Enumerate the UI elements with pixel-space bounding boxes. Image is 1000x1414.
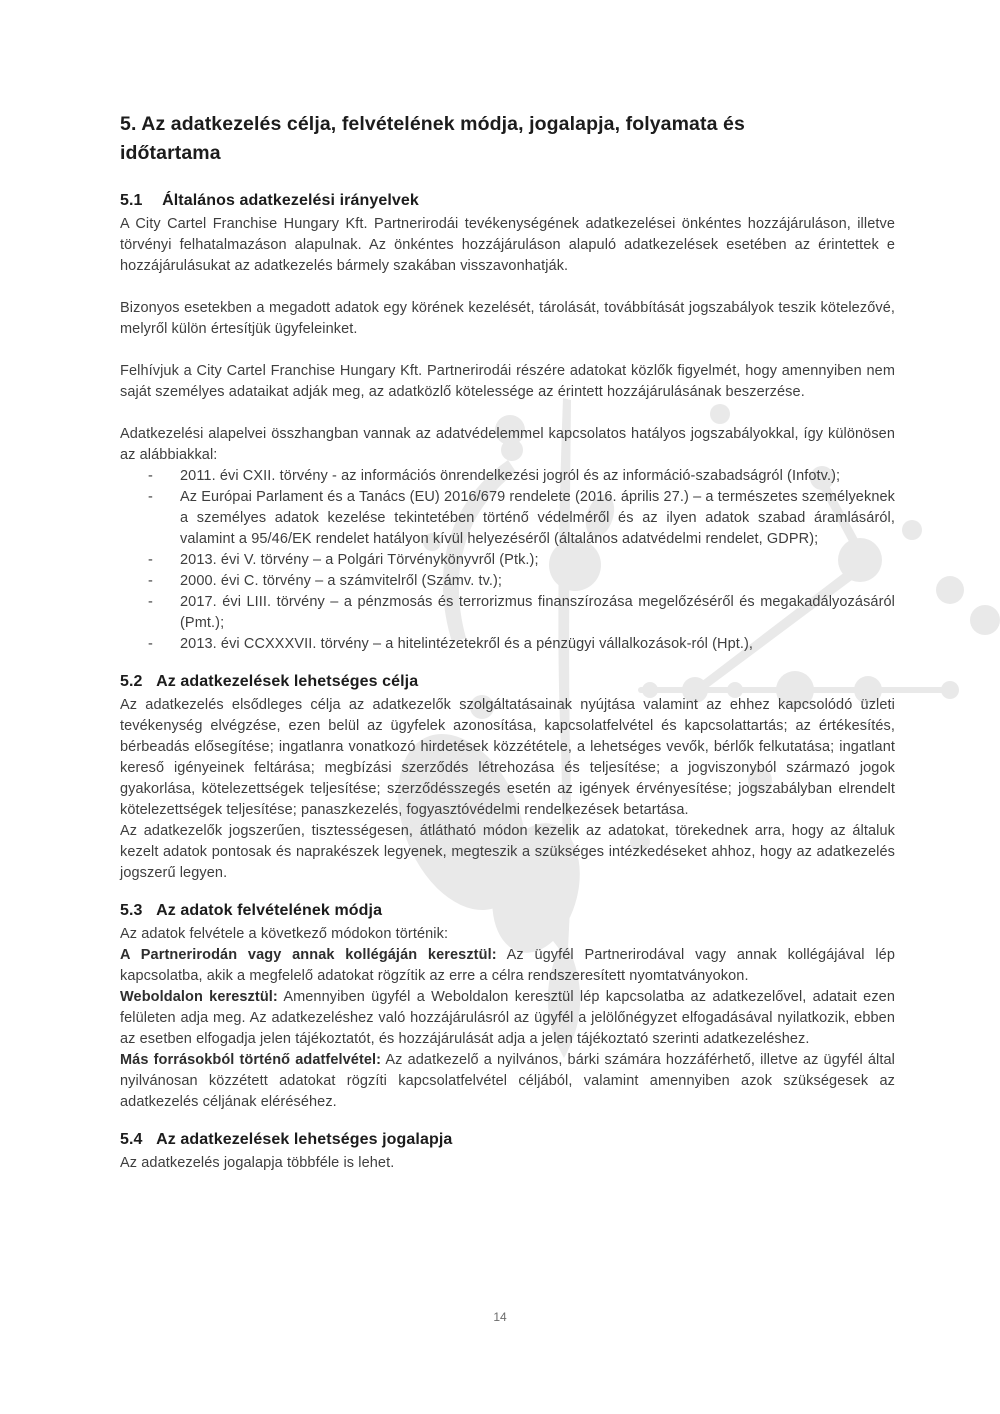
- bullet-dash: -: [148, 489, 153, 505]
- law-text: 2011. évi CXII. törvény - az információs önrendelkezési jogról és az információ-szabadságról (Infotv.);: [180, 468, 841, 484]
- law-text: 2000. évi C. törvény – a számvitelről (Számv. tv.);: [180, 573, 503, 589]
- bullet-dash: -: [148, 636, 153, 652]
- law-list-item: [148, 550, 895, 571]
- paragraph: A City Cartel Franchise Hungary Kft. Partnerirodái tevékenységének adatkezelései önkéntes hozzájáruláson, illetve törvényi felhatalmazáson alapulnak. Az önkéntes hozzájáruláson alapuló adatkezelések esetében az érintettek e hozzájárulásukat az adatkezelés bármely szakában visszavonhatják.: [120, 216, 895, 274]
- section-heading-text: Az adatkezelések lehetséges jogalapja: [156, 1131, 453, 1148]
- bullet-dash: -: [148, 594, 153, 610]
- section-number: 5.4: [120, 1131, 143, 1148]
- section-number: 5.3: [120, 902, 143, 919]
- paragraph: Az adatok felvétele a következő módokon történik:: [120, 926, 449, 942]
- page-title: [120, 110, 895, 168]
- bullet-dash: -: [148, 573, 153, 589]
- page-title-line-1: 5. Az adatkezelés célja, felvételének módja, jogalapja, folyamata és: [120, 113, 745, 135]
- law-list-item: [148, 571, 895, 592]
- paragraph: Az adatkezelés jogalapja többféle is lehet.: [120, 1155, 395, 1171]
- section-heading-text: Az adatkezelések lehetséges célja: [156, 673, 419, 690]
- paragraph: Az adatkezelők jogszerűen, tisztességesen, átlátható módon kezelik az adatokat, törekednek arra, hogy az általuk kezelt adatok pontosak és naprakészek legyenek, megteszik a szükséges intézkedéseket ahhoz, hogy az adatkezelés jogszerű legyen.: [120, 823, 895, 881]
- section-heading-text: Általános adatkezelési irányelvek: [162, 192, 419, 209]
- page-title-line-2: időtartama: [120, 142, 221, 164]
- paragraph: [120, 945, 895, 987]
- section-heading-5-4: [120, 1130, 895, 1150]
- paragraph: [120, 987, 895, 1050]
- law-list: [148, 466, 895, 655]
- paragraph: Felhívjuk a City Cartel Franchise Hungary Kft. Partnerirodái részére adatokat közlők figyelmét, hogy amennyiben nem saját személyes adataikat adják meg, az adatközlő kötelessége az érintett hozzájárulásának beszerzése.: [120, 363, 895, 400]
- law-list-item: [148, 466, 895, 487]
- bullet-dash: -: [148, 552, 153, 568]
- law-list-item: [148, 487, 895, 550]
- paragraph: Bizonyos esetekben a megadott adatok egy körének kezelését, tárolását, továbbítását jogszabályok teszik kötelezővé, melyről külön értesítjük ügyfeleinket.: [120, 300, 895, 337]
- section-number: 5.1: [120, 192, 143, 209]
- law-text: 2013. évi CCXXXVII. törvény – a hitelintézetekről és a pénzügyi vállalkozások-ról (Hpt.),: [180, 636, 754, 652]
- method-lead: Más forrásokból történő adatfelvétel:: [120, 1052, 382, 1068]
- section-heading-5-1: [120, 191, 895, 211]
- law-list-item: [148, 634, 895, 655]
- law-text: 2017. évi LIII. törvény – a pénzmosás és terrorizmus finanszírozása megelőzéséről és megakadályozásáról (Pmt.);: [180, 594, 895, 631]
- method-lead: A Partnerirodán vagy annak kollégáján keresztül:: [120, 947, 497, 963]
- method-text: Amennyiben ügyfél a Weboldalon keresztül lép kapcsolatba az adatkezelővel, adatait ezen felületen adja meg. Az adatkezeléshez való hozzájárulásról az ügyfél a jelölőnégyzet elfogadásával nyilatkozik, ebben az esetben elfogadja jelen tájékoztatót, és hozzájárulását adja a jelen tájékoztató szerinti adatkezeléshez.: [120, 989, 896, 1047]
- paragraph: [120, 1050, 895, 1113]
- section-heading-text: Az adatok felvételének módja: [156, 902, 383, 919]
- paragraph: Az adatkezelés elsődleges célja az adatkezelők szolgáltatásainak nyújtása valamint az ehhez kapcsolódó üzleti tevékenység elvégzése, ezen belül az ügyfelek azonosítása, kapcsolatfelvétel és kapcsolattartás; az értékesítés, bérbeadás elősegítése; ingatlanra vonatkozó hirdetések közzététele, a lehetséges vevők, bérlők felkutatása; ingatlant kereső igényeinek feltárása; megbízási szerződés létrehozása és teljesítése; a jogviszonyból származó jogok gyakorlása, kötelezettségek teljesítése; szerződésszegés esetén az igények érvényesítése; jogszabályban elrendelt kötelezettségek teljesítése; panaszkezelés, fogyasztóvédelmi rendelkezések betartása.: [120, 697, 895, 818]
- section-number: 5.2: [120, 673, 143, 690]
- law-text: 2013. évi V. törvény – a Polgári Törvénykönyvről (Ptk.);: [180, 552, 539, 568]
- law-text: Az Európai Parlament és a Tanács (EU) 2016/679 rendelete (2016. április 27.) – a természetes személyeknek a személyes adatok kezelése tekintetében történő védelméről és az ilyen adatok szabad áramlásáról, valamint a 95/46/EK rendelet hatályon kívül helyezéséről (általános adatvédelmi rendelet, GDPR);: [180, 489, 895, 547]
- method-text: Az ügyfél Partnerirodával vagy annak kollégájával lép kapcsolatba, akik a megfelelő adatokat rögzítik az erre a célra rendszeresített nyomtatványokon.: [120, 947, 895, 984]
- method-lead: Weboldalon keresztül:: [120, 989, 278, 1005]
- paragraph: Adatkezelési alapelvei összhangban vannak az adatvédelemmel kapcsolatos hatályos jogszabályokkal, így különösen az alábbiakkal:: [120, 426, 895, 463]
- bullet-dash: -: [148, 468, 153, 484]
- law-list-item: [148, 592, 895, 634]
- page-number: 14: [493, 1310, 507, 1324]
- section-heading-5-2: [120, 672, 895, 692]
- method-text: Az adatkezelő a nyilvános, bárki számára hozzáférhető, illetve az ügyfél által nyilvánosan közzétett adatokat rögzíti kapcsolatfelvétel céljából, valamint amennyiben azok szükségesek az adatkezelés céljának eléréséhez.: [120, 1052, 895, 1110]
- document-page-content: [120, 110, 895, 1174]
- section-heading-5-3: [120, 901, 895, 921]
